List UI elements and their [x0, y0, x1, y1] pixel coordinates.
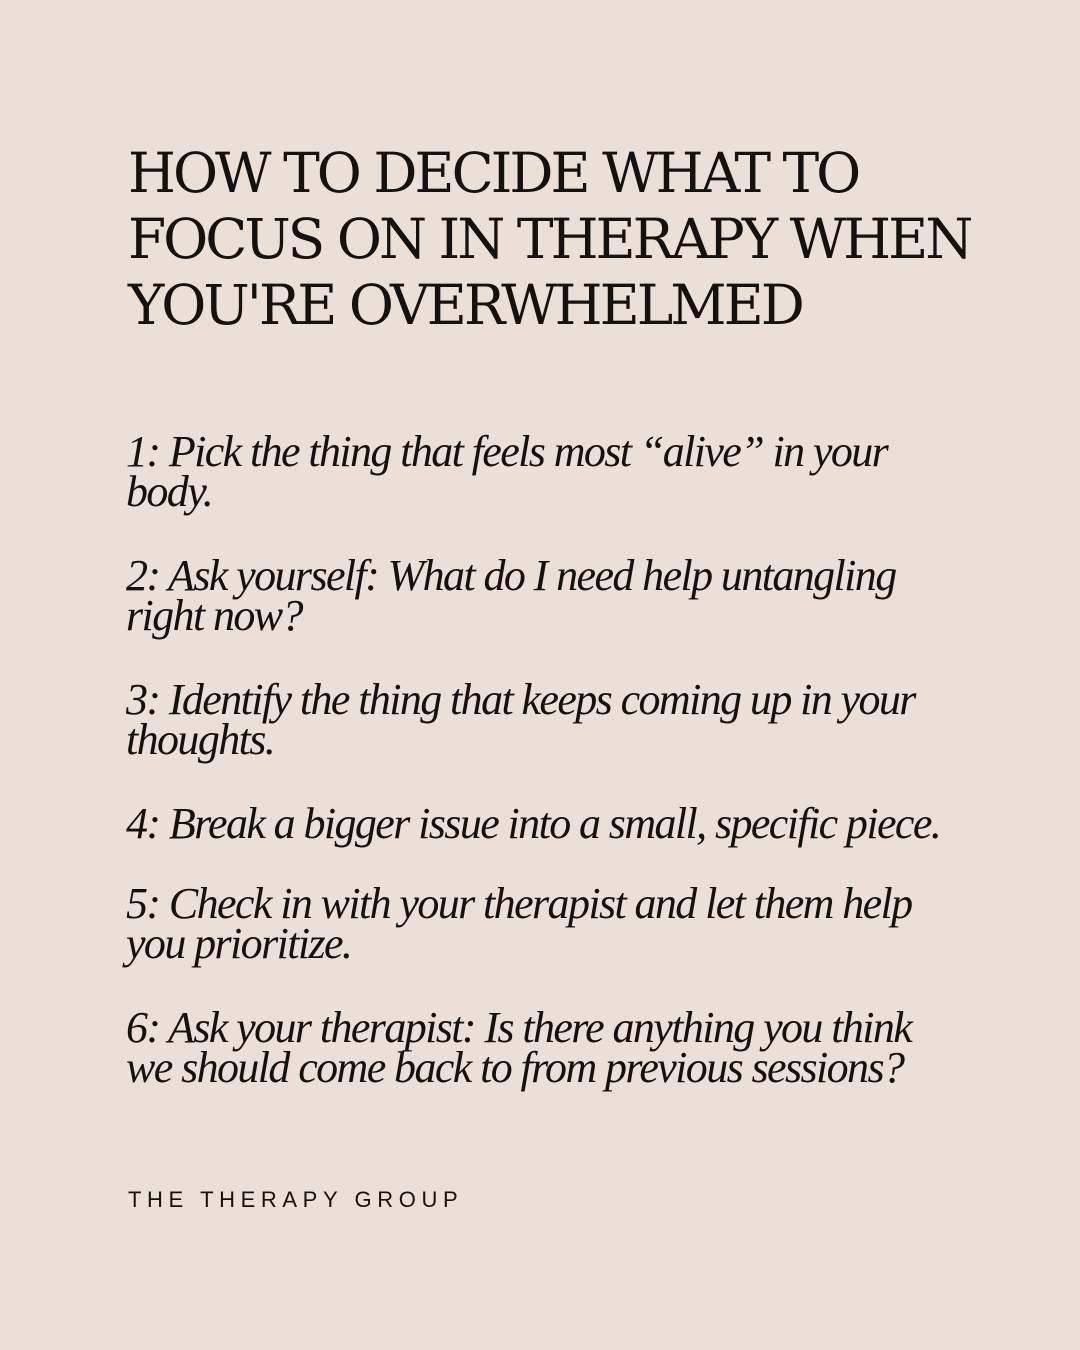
tip-line: right now?: [126, 591, 302, 640]
list-item-tip-2: [126, 551, 986, 640]
tips-list: [126, 427, 986, 1132]
list-item-tip-3: [126, 675, 986, 764]
brand-name: THE THERAPY GROUP: [128, 1187, 464, 1212]
tip-line: 6: Ask your therapist: Is there anything you think: [126, 1003, 912, 1052]
page-title: [128, 140, 1008, 338]
title-line: YOU'RE OVERWHELMED: [128, 273, 802, 337]
list-item-tip-5: [126, 879, 986, 968]
list-item-tip-6: [126, 1003, 986, 1092]
tip-line: 5: Check in with your therapist and let them help: [126, 879, 912, 928]
title-line: FOCUS ON IN THERAPY WHEN: [128, 207, 971, 271]
list-item-tip-4: [126, 799, 986, 848]
tip-line: 1: Pick the thing that feels most “alive” in your: [126, 427, 888, 476]
tip-line: you prioritize.: [126, 919, 352, 968]
tip-line: we should come back to from previous sessions?: [126, 1043, 904, 1092]
tip-line: 2: Ask yourself: What do I need help untangling: [126, 551, 896, 600]
tip-line: 4: Break a bigger issue into a small, specific piece.: [126, 799, 941, 848]
tip-line: thoughts.: [126, 715, 275, 764]
title-line: HOW TO DECIDE WHAT TO: [128, 141, 859, 205]
tip-line: 3: Identify the thing that keeps coming up in your: [126, 675, 915, 724]
tip-line: body.: [126, 467, 213, 516]
list-item-tip-1: [126, 427, 986, 516]
